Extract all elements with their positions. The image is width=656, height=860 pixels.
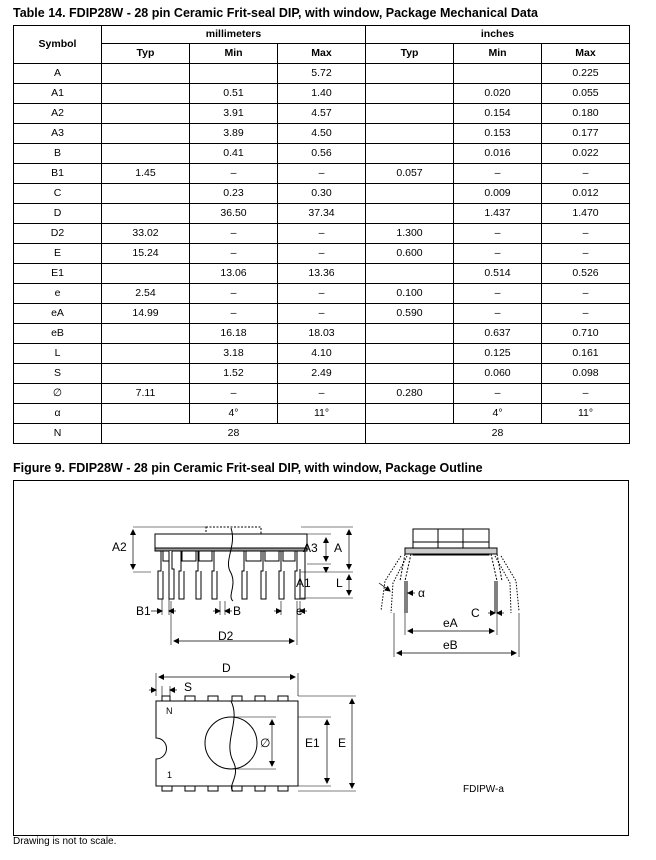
value-cell: 0.098	[542, 364, 630, 384]
table-row	[14, 304, 630, 324]
value-cell: –	[278, 244, 366, 264]
value-cell: 7.11	[102, 384, 190, 404]
value-cell: 0.060	[454, 364, 542, 384]
value-cell	[366, 404, 454, 424]
value-cell: 0.280	[366, 384, 454, 404]
symbol-cell: S	[14, 364, 102, 384]
value-cell: 1.45	[102, 164, 190, 184]
symbol-cell: eA	[14, 304, 102, 324]
table-row	[14, 384, 630, 404]
label-b1: B1	[136, 604, 151, 618]
value-cell: 16.18	[190, 324, 278, 344]
value-cell: 4.57	[278, 104, 366, 124]
value-cell: 0.055	[542, 84, 630, 104]
value-cell: 0.41	[190, 144, 278, 164]
value-cell: 2.49	[278, 364, 366, 384]
value-cell: –	[454, 164, 542, 184]
value-cell: 3.89	[190, 124, 278, 144]
value-cell: 36.50	[190, 204, 278, 224]
value-cell: –	[542, 284, 630, 304]
value-cell	[102, 264, 190, 284]
value-cell: –	[454, 304, 542, 324]
value-cell: 11°	[278, 404, 366, 424]
label-e-pitch: e	[296, 604, 303, 618]
label-a3: A3	[303, 541, 318, 555]
value-cell	[102, 344, 190, 364]
table-row	[14, 364, 630, 384]
value-cell: 2.54	[102, 284, 190, 304]
symbol-cell: α	[14, 404, 102, 424]
table-row	[14, 84, 630, 104]
value-cell	[366, 344, 454, 364]
value-cell: 0.020	[454, 84, 542, 104]
symbol-cell: A2	[14, 104, 102, 124]
value-cell: –	[454, 224, 542, 244]
package-outline-drawing	[14, 481, 628, 835]
drawing-code: FDIPW-a	[463, 784, 504, 795]
value-cell: 0.526	[542, 264, 630, 284]
symbol-cell: N	[14, 424, 102, 444]
value-cell	[102, 324, 190, 344]
label-d2: D2	[218, 629, 234, 643]
table-title: Table 14. FDIP28W - 28 pin Ceramic Frit-seal DIP, with window, Package Mechanical Data	[13, 6, 538, 20]
label-a: A	[334, 541, 343, 555]
package-outline-figure	[13, 480, 629, 836]
value-cell	[366, 104, 454, 124]
value-cell	[102, 404, 190, 424]
top-view	[149, 673, 356, 791]
value-cell: 15.24	[102, 244, 190, 264]
label-diameter: ∅	[260, 736, 271, 750]
table-row	[14, 164, 630, 184]
value-cell	[366, 184, 454, 204]
value-cell	[102, 64, 190, 84]
value-cell: 0.177	[542, 124, 630, 144]
symbol-cell: E1	[14, 264, 102, 284]
value-cell	[190, 64, 278, 84]
symbol-cell: A1	[14, 84, 102, 104]
value-cell: –	[542, 304, 630, 324]
value-cell: 0.153	[454, 124, 542, 144]
value-cell: 1.40	[278, 84, 366, 104]
value-cell: –	[278, 224, 366, 244]
inch-min-header: Min	[454, 44, 542, 64]
value-cell	[366, 144, 454, 164]
label-b: B	[233, 604, 242, 618]
value-cell: –	[190, 244, 278, 264]
label-alpha: α	[418, 586, 425, 600]
value-cell: 5.72	[278, 64, 366, 84]
value-cell: 0.710	[542, 324, 630, 344]
symbol-cell: L	[14, 344, 102, 364]
value-cell: 1.300	[366, 224, 454, 244]
table-row	[14, 144, 630, 164]
value-cell	[102, 84, 190, 104]
label-ea: eA	[443, 616, 458, 630]
value-cell: 28	[366, 424, 630, 444]
value-cell: 3.91	[190, 104, 278, 124]
value-cell	[102, 144, 190, 164]
value-cell: 0.514	[454, 264, 542, 284]
value-cell: 0.51	[190, 84, 278, 104]
value-cell: 0.590	[366, 304, 454, 324]
value-cell: 18.03	[278, 324, 366, 344]
mm-min-header: Min	[190, 44, 278, 64]
value-cell: –	[542, 384, 630, 404]
value-cell	[366, 264, 454, 284]
symbol-header: Symbol	[14, 26, 102, 64]
label-eb: eB	[443, 638, 458, 652]
value-cell: –	[278, 284, 366, 304]
value-cell	[102, 104, 190, 124]
symbol-cell: B1	[14, 164, 102, 184]
symbol-cell: A3	[14, 124, 102, 144]
value-cell: –	[542, 244, 630, 264]
value-cell: –	[190, 384, 278, 404]
value-cell: 0.30	[278, 184, 366, 204]
value-cell: 1.470	[542, 204, 630, 224]
value-cell: 0.637	[454, 324, 542, 344]
table-row-n	[14, 424, 630, 444]
value-cell: 0.125	[454, 344, 542, 364]
label-c: C	[471, 606, 480, 620]
value-cell: –	[190, 224, 278, 244]
table-row	[14, 204, 630, 224]
value-cell: 4°	[454, 404, 542, 424]
table-row	[14, 244, 630, 264]
value-cell: 0.100	[366, 284, 454, 304]
value-cell: 13.06	[190, 264, 278, 284]
table-row	[14, 124, 630, 144]
value-cell: 37.34	[278, 204, 366, 224]
footnote: Drawing is not to scale.	[13, 836, 117, 847]
value-cell	[366, 124, 454, 144]
label-e: E	[338, 736, 347, 750]
value-cell: –	[278, 384, 366, 404]
table-row	[14, 184, 630, 204]
mm-typ-header: Typ	[102, 44, 190, 64]
value-cell: –	[542, 224, 630, 244]
symbol-cell: e	[14, 284, 102, 304]
label-l: L	[336, 576, 343, 590]
table-row	[14, 324, 630, 344]
figure-title: Figure 9. FDIP28W - 28 pin Ceramic Frit-seal DIP, with window, Package Outline	[13, 461, 483, 475]
value-cell	[366, 364, 454, 384]
inch-typ-header: Typ	[366, 44, 454, 64]
value-cell: 3.18	[190, 344, 278, 364]
label-a2: A2	[112, 540, 127, 554]
value-cell: –	[278, 304, 366, 324]
table-row	[14, 264, 630, 284]
value-cell: 1.52	[190, 364, 278, 384]
label-e1: E1	[305, 736, 320, 750]
table-row	[14, 104, 630, 124]
symbol-cell: E	[14, 244, 102, 264]
value-cell: 0.225	[542, 64, 630, 84]
value-cell	[102, 204, 190, 224]
value-cell: –	[190, 284, 278, 304]
value-cell	[366, 84, 454, 104]
value-cell: 0.009	[454, 184, 542, 204]
table-row	[14, 344, 630, 364]
value-cell: 0.012	[542, 184, 630, 204]
value-cell: 4°	[190, 404, 278, 424]
inches-header: inches	[366, 26, 630, 44]
symbol-cell: D	[14, 204, 102, 224]
table-row	[14, 284, 630, 304]
value-cell: 0.56	[278, 144, 366, 164]
value-cell: 0.154	[454, 104, 542, 124]
symbol-cell: D2	[14, 224, 102, 244]
value-cell	[366, 204, 454, 224]
mm-max-header: Max	[278, 44, 366, 64]
label-pin-n: N	[166, 706, 173, 716]
value-cell: 0.016	[454, 144, 542, 164]
value-cell: 0.180	[542, 104, 630, 124]
value-cell	[102, 124, 190, 144]
value-cell: –	[454, 284, 542, 304]
value-cell: –	[190, 304, 278, 324]
value-cell: 14.99	[102, 304, 190, 324]
label-pin-1: 1	[167, 770, 173, 780]
table-row	[14, 64, 630, 84]
value-cell	[366, 324, 454, 344]
side-view	[133, 527, 353, 645]
value-cell: 4.10	[278, 344, 366, 364]
value-cell	[454, 64, 542, 84]
value-cell	[102, 364, 190, 384]
value-cell: 0.057	[366, 164, 454, 184]
symbol-cell: C	[14, 184, 102, 204]
table-row	[14, 404, 630, 424]
label-a1: A1	[296, 576, 311, 590]
label-d: D	[222, 661, 231, 675]
value-cell: –	[454, 244, 542, 264]
label-s: S	[184, 680, 193, 694]
symbol-cell: B	[14, 144, 102, 164]
inch-max-header: Max	[542, 44, 630, 64]
value-cell	[102, 184, 190, 204]
value-cell: –	[190, 164, 278, 184]
value-cell: 1.437	[454, 204, 542, 224]
value-cell: 0.23	[190, 184, 278, 204]
symbol-cell: eB	[14, 324, 102, 344]
mechanical-data-table	[13, 25, 630, 444]
value-cell: –	[278, 164, 366, 184]
value-cell: 0.022	[542, 144, 630, 164]
value-cell: 4.50	[278, 124, 366, 144]
value-cell: 33.02	[102, 224, 190, 244]
millimeters-header: millimeters	[102, 26, 366, 44]
value-cell: –	[454, 384, 542, 404]
value-cell: –	[542, 164, 630, 184]
value-cell	[366, 64, 454, 84]
value-cell: 0.600	[366, 244, 454, 264]
symbol-cell: ∅	[14, 384, 102, 404]
value-cell: 0.161	[542, 344, 630, 364]
value-cell: 13.36	[278, 264, 366, 284]
value-cell: 28	[102, 424, 366, 444]
table-row	[14, 224, 630, 244]
symbol-cell: A	[14, 64, 102, 84]
value-cell: 11°	[542, 404, 630, 424]
